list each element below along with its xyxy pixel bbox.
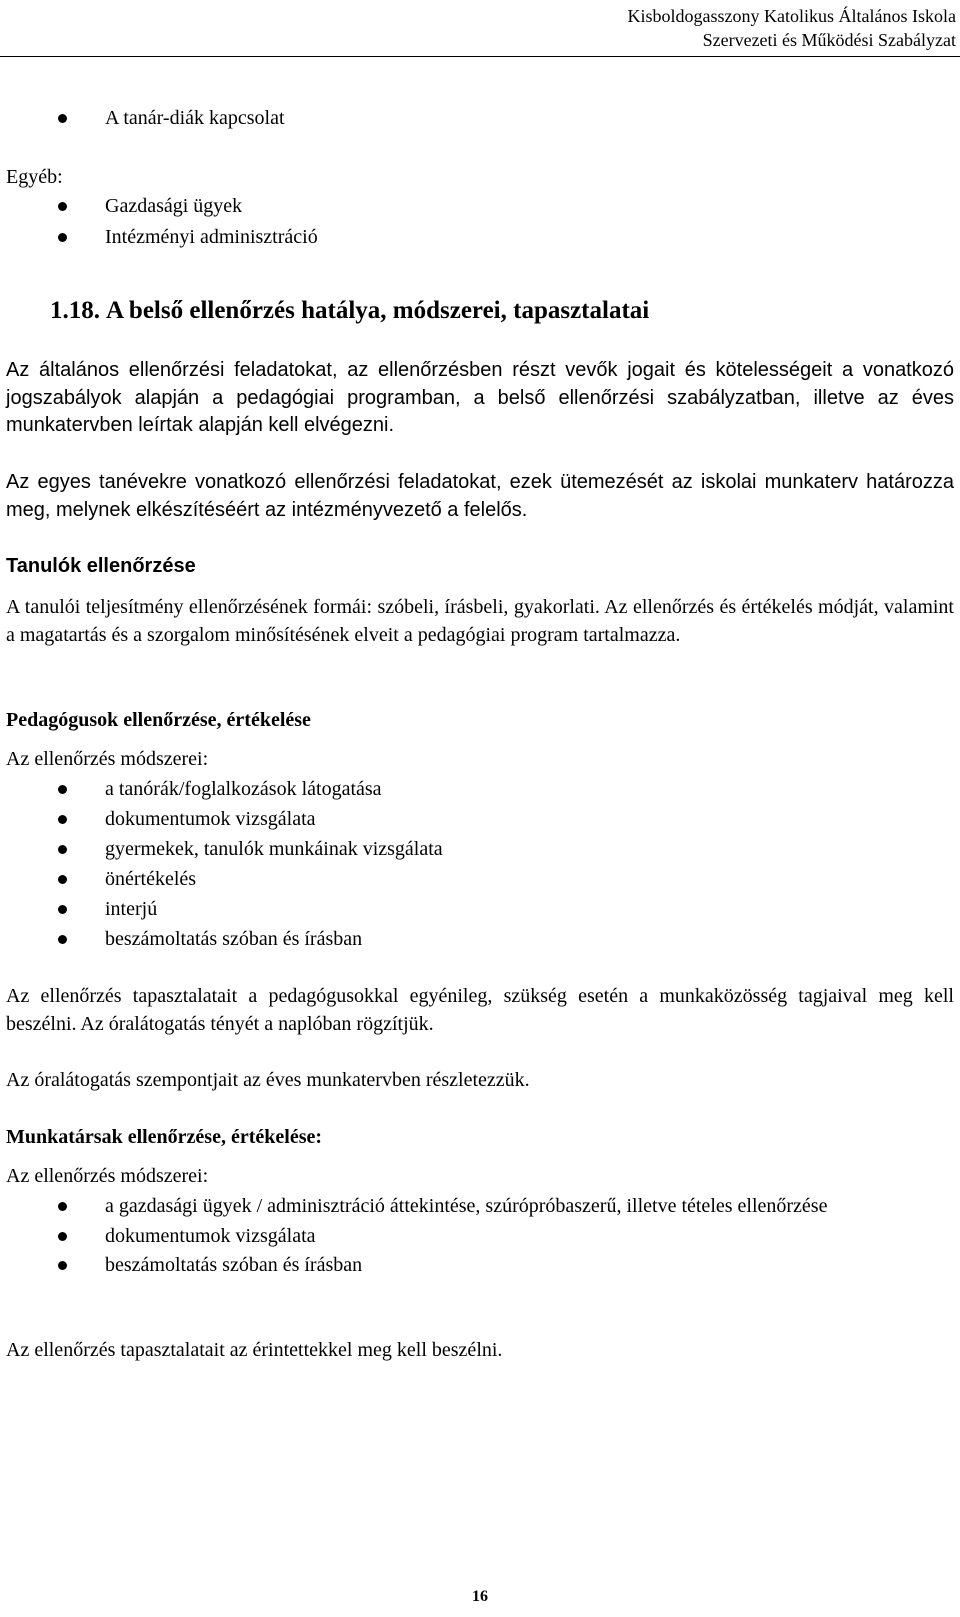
- list-item: Gazdasági ügyek: [58, 193, 954, 221]
- relationship-list: [58, 105, 954, 133]
- bullet-icon: [58, 233, 67, 242]
- bullet-icon: [58, 1232, 67, 1241]
- list-item: dokumentumok vizsgálata: [58, 806, 954, 834]
- staff-heading: Munkatársak ellenőrzése, értékelése:: [6, 1126, 323, 1148]
- students-text: A tanulói teljesítmény ellenőrzésének formái: szóbeli, írásbeli, gyakorlati. Az ellenőrzés és értékelés módját, valamint a magatartás és a szorgalom minősítésének elveit a pedagógiai program tartalmazza.: [6, 596, 954, 646]
- list-item: Intézményi adminisztráció: [58, 224, 954, 252]
- header-divider: [0, 56, 960, 57]
- staff-methods-label: Az ellenőrzés módszerei:: [6, 1165, 209, 1187]
- list-item: beszámoltatás szóban és írásban: [58, 926, 954, 954]
- list-item: interjú: [58, 896, 954, 924]
- list-item: gyermekek, tanulók munkáinak vizsgálata: [58, 836, 954, 864]
- section-heading: [50, 297, 649, 325]
- page-header: [256, 4, 960, 52]
- paragraph-yearly-tasks: Az egyes tanévekre vonatkozó ellenőrzési feladatokat, ezek ütemezését az iskolai munkaterv határozza meg, melynek elkészítéséért az intézményvezető a felelős.: [6, 471, 954, 521]
- list-item: beszámoltatás szóban és írásban: [58, 1252, 954, 1280]
- bullet-icon: [58, 815, 67, 824]
- bullet-icon: [58, 114, 67, 123]
- students-heading: Tanulók ellenőrzése: [6, 555, 196, 577]
- staff-text: Az ellenőrzés tapasztalatait az érintettekkel meg kell beszélni.: [6, 1339, 503, 1361]
- section-number: 1.18.: [50, 297, 100, 324]
- other-list: [58, 193, 954, 251]
- list-item: önértékelés: [58, 866, 954, 894]
- page-number: 16: [472, 1588, 488, 1605]
- paragraph-general-scope: Az általános ellenőrzési feladatokat, az ellenőrzésben részt vevők jogait és kötelességeit a vonatkozó jogszabályok alapján a pedagógiai programban, a belső ellenőrzési szabályzatban, illetve az éves munkatervben leírtak alapján kell elvégezni.: [6, 359, 954, 436]
- bullet-icon: [58, 785, 67, 794]
- staff-methods-list: [58, 1193, 954, 1280]
- list-item: A tanár-diák kapcsolat: [58, 105, 954, 133]
- teachers-text-2: Az óralátogatás szempontjait az éves munkatervben részletezzük.: [6, 1069, 530, 1091]
- section-title: A belső ellenőrzés hatálya, módszerei, tapasztalatai: [106, 297, 650, 324]
- bullet-icon: [58, 905, 67, 914]
- teachers-methods-label: Az ellenőrzés módszerei:: [6, 748, 209, 770]
- header-document-title: Szervezeti és Működési Szabályzat: [702, 30, 956, 50]
- teachers-text-1: Az ellenőrzés tapasztalatait a pedagógusokkal egyénileg, szükség esetén a munkaközösség tagjaival meg kell beszélni. Az óralátogatás tényét a naplóban rögzítjük.: [6, 985, 954, 1035]
- teachers-heading: Pedagógusok ellenőrzése, értékelése: [6, 709, 311, 731]
- list-item: dokumentumok vizsgálata: [58, 1223, 954, 1251]
- bullet-icon: [58, 1261, 67, 1270]
- teachers-methods-list: [58, 776, 954, 954]
- list-item: a tanórák/foglalkozások látogatása: [58, 776, 954, 804]
- other-label: Egyéb:: [6, 166, 63, 188]
- bullet-icon: [58, 875, 67, 884]
- bullet-icon: [58, 1202, 67, 1211]
- bullet-icon: [58, 202, 67, 211]
- header-school-name: Kisboldogasszony Katolikus Általános Iskola: [627, 6, 956, 26]
- list-item: a gazdasági ügyek / adminisztráció áttekintése, szúrópróbaszerű, illetve tételes ellenőrzése: [58, 1193, 954, 1221]
- bullet-icon: [58, 845, 67, 854]
- bullet-icon: [58, 935, 67, 944]
